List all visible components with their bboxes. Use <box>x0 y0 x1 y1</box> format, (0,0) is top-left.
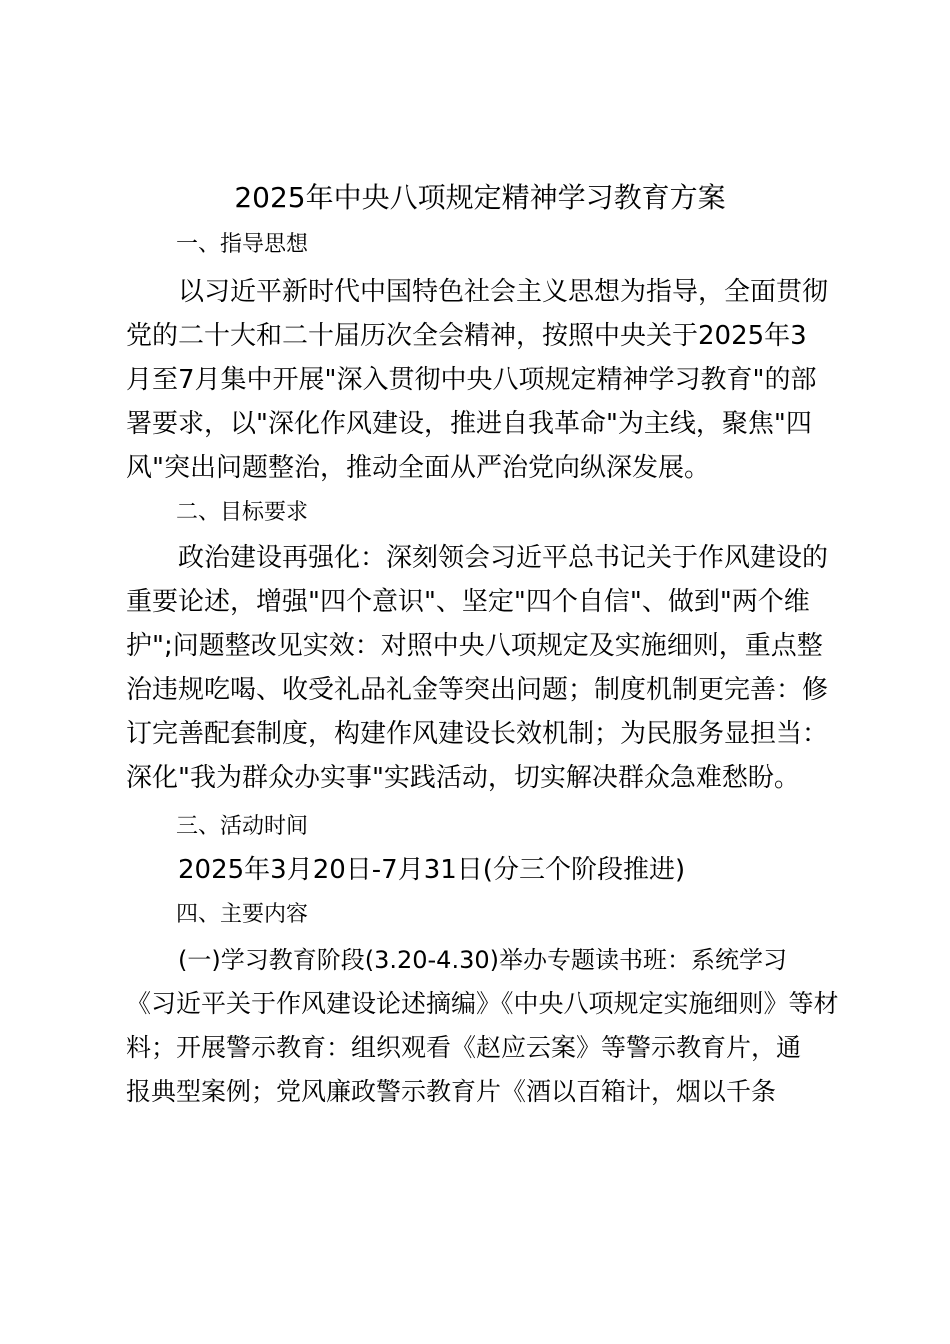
paragraph-line: 风"突出问题整治，推动全面从严治党向纵深发展。 <box>126 453 710 483</box>
paragraph-line: 月至7月集中开展"深入贯彻中央八项规定精神学习教育"的部 <box>126 365 817 395</box>
section-heading-guiding-ideology: 一、指导思想 <box>176 232 309 257</box>
document-title: 2025年中央八项规定精神学习教育方案 <box>234 181 726 214</box>
paragraph-line: 深化"我为群众办实事"实践活动，切实解决群众急难愁盼。 <box>126 763 800 793</box>
paragraph-line: 2025年3月20日-7月31日(分三个阶段推进) <box>178 855 686 885</box>
paragraph-line: 重要论述，增强"四个意识"、坚定"四个自信"、做到"两个维 <box>126 587 810 617</box>
section-heading-objectives: 二、目标要求 <box>176 500 309 525</box>
paragraph-line: (一)学习教育阶段(3.20-4.30)举办专题读书班：系统学习 <box>178 946 787 974</box>
paragraph-line: 报典型案例；党风廉政警示教育片《酒以百箱计，烟以千条 <box>126 1077 777 1106</box>
paragraph-line: 料；开展警示教育：组织观看《赵应云案》等警示教育片，通 <box>126 1033 802 1062</box>
paragraph-line: 订完善配套制度，构建作风建设长效机制；为民服务显担当： <box>126 719 829 749</box>
section-heading-schedule: 三、活动时间 <box>176 814 309 839</box>
paragraph-line: 党的二十大和二十届历次全会精神，按照中央关于2025年3 <box>126 321 807 351</box>
paragraph-line: 署要求，以"深化作风建设，推进自我革命"为主线，聚焦"四 <box>126 409 812 439</box>
paragraph-line: 护";问题整改见实效：对照中央八项规定及实施细则，重点整 <box>126 631 823 661</box>
paragraph-line: 以习近平新时代中国特色社会主义思想为指导，全面贯彻 <box>178 277 829 307</box>
section-paragraph-objectives <box>126 536 831 800</box>
paragraph-line: 治违规吃喝、收受礼品礼金等突出问题；制度机制更完善：修 <box>126 675 829 705</box>
paragraph-line: 政治建设再强化：深刻领会习近平总书记关于作风建设的 <box>178 543 829 573</box>
section-paragraph-main-content <box>126 938 839 1114</box>
section-heading-main-content: 四、主要内容 <box>176 902 309 927</box>
section-paragraph-guiding-ideology <box>126 270 831 490</box>
paragraph-line: 《习近平关于作风建设论述摘编》《中央八项规定实施细则》等材 <box>126 989 839 1018</box>
section-paragraph-schedule <box>126 848 831 892</box>
